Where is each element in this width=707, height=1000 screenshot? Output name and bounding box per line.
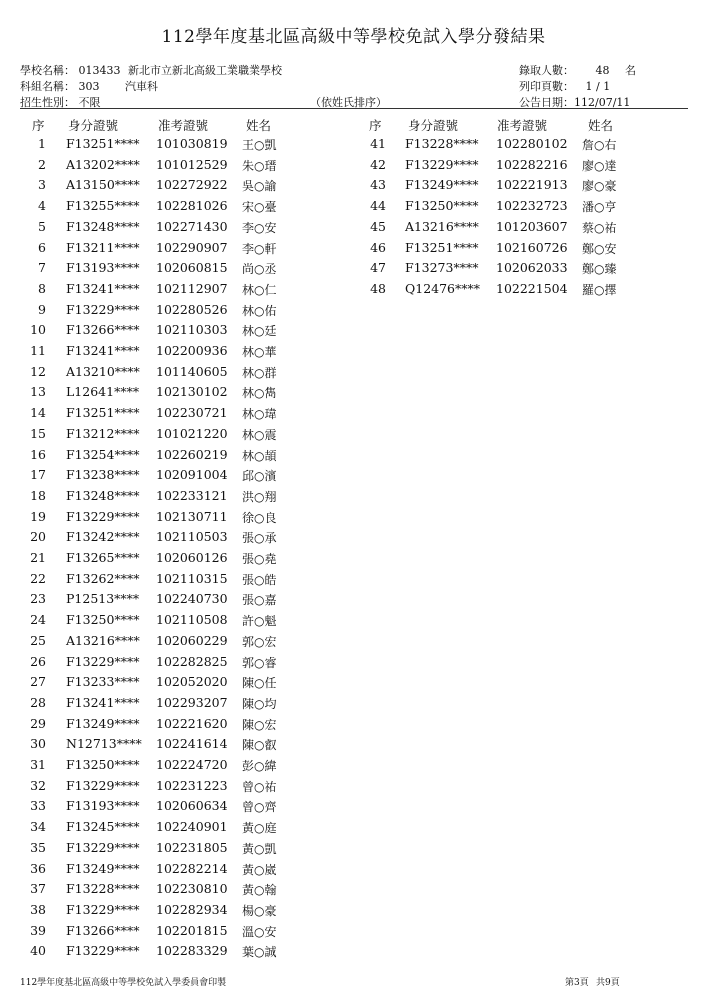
col-header-id-right: 身分證號 [408, 118, 459, 133]
row-seq: 45 [370, 218, 386, 234]
row-seq: 20 [30, 529, 46, 545]
row-id-number: F13229**** [405, 156, 479, 172]
row-exam-number: 102112907 [156, 280, 228, 296]
row-seq: 4 [38, 198, 46, 214]
row-seq: 36 [30, 860, 46, 876]
row-student-name: 邱○濱 [242, 469, 277, 484]
row-student-name: 林○華 [242, 345, 277, 359]
row-seq: 40 [30, 943, 46, 959]
pages-value: 1 / 1 [585, 80, 611, 93]
row-exam-number: 102293207 [156, 694, 228, 710]
row-student-name: 王○凱 [242, 138, 277, 152]
row-seq: 16 [30, 446, 46, 462]
row-exam-number: 102230810 [156, 881, 228, 897]
row-seq: 19 [30, 508, 46, 524]
row-exam-number: 102110508 [156, 612, 228, 628]
row-student-name: 黃○翰 [242, 883, 277, 898]
row-id-number: F13251**** [405, 239, 479, 255]
row-seq: 31 [30, 757, 46, 772]
row-seq: 22 [30, 570, 46, 586]
row-seq: 48 [370, 280, 386, 296]
row-id-number: Q12476**** [405, 280, 481, 296]
row-seq: 32 [30, 777, 46, 793]
row-exam-number: 102091004 [156, 467, 228, 483]
row-seq: 10 [30, 322, 46, 338]
col-header-seq-left: 序 [32, 118, 45, 133]
row-student-name: 溫○安 [242, 924, 277, 939]
row-id-number: F13262**** [66, 570, 140, 586]
row-student-name: 鄭○安 [582, 241, 617, 256]
row-exam-number: 102110315 [156, 570, 228, 586]
row-exam-number: 102130102 [156, 384, 228, 400]
row-seq: 33 [30, 798, 46, 814]
row-id-number: F13242**** [66, 529, 140, 545]
row-exam-number: 101021220 [156, 425, 228, 441]
row-seq: 2 [38, 156, 46, 172]
row-id-number: F13248**** [66, 218, 140, 234]
row-exam-number: 102160726 [496, 239, 568, 255]
row-student-name: 陳○叡 [242, 738, 277, 753]
row-student-name: 郭○睿 [242, 655, 277, 670]
row-seq: 21 [30, 550, 46, 565]
date-value: 112/07/11 [574, 96, 631, 109]
row-exam-number: 102221913 [496, 177, 568, 193]
row-exam-number: 102060126 [156, 550, 228, 565]
row-student-name: 張○嘉 [242, 593, 277, 608]
row-id-number: F13250**** [66, 757, 140, 772]
row-exam-number: 102221504 [496, 280, 568, 296]
row-id-number: A13202**** [66, 156, 140, 172]
row-student-name: 林○佑 [242, 303, 277, 318]
group-info [20, 78, 158, 94]
row-seq: 47 [370, 260, 386, 276]
row-seq: 9 [38, 301, 46, 317]
row-id-number: F13249**** [405, 177, 479, 193]
row-seq: 43 [370, 177, 386, 193]
row-id-number: F13233**** [66, 674, 140, 690]
row-exam-number: 102224720 [156, 757, 228, 772]
row-exam-number: 102283329 [156, 943, 228, 959]
pages-info [519, 78, 610, 94]
row-student-name: 李○軒 [242, 241, 277, 256]
row-exam-number: 102200936 [156, 343, 228, 358]
row-exam-number: 102232723 [496, 198, 568, 214]
col-header-name-left: 姓名 [246, 118, 272, 133]
row-student-name: 郭○宏 [242, 634, 277, 649]
row-seq: 38 [30, 901, 46, 917]
col-header-exam-left: 准考證號 [158, 118, 209, 133]
row-seq: 1 [38, 136, 46, 151]
row-id-number: F13249**** [66, 860, 140, 876]
footer-note: 112學年度基北區高級中等學校免試入學委員會印製 [20, 978, 227, 988]
admitted-count: 48 [595, 64, 610, 77]
gender-label: 招生性別： [20, 96, 75, 109]
row-exam-number: 101203607 [496, 218, 568, 234]
row-seq: 7 [38, 260, 46, 276]
row-student-name: 黃○崴 [242, 862, 277, 877]
row-seq: 30 [30, 736, 46, 752]
gender-value: 不限 [78, 96, 101, 109]
row-id-number: F13241**** [66, 694, 140, 710]
row-exam-number: 102282934 [156, 901, 228, 917]
row-exam-number: 102280102 [496, 136, 568, 151]
row-student-name: 洪○翔 [242, 489, 277, 504]
header-rule [20, 108, 688, 109]
row-seq: 23 [30, 591, 46, 607]
row-id-number: F13211**** [66, 239, 140, 255]
row-student-name: 陳○均 [242, 696, 277, 711]
row-exam-number: 101012529 [156, 156, 228, 172]
row-seq: 25 [30, 632, 46, 648]
row-seq: 29 [30, 715, 46, 731]
row-seq: 42 [370, 156, 386, 172]
row-id-number: L12641**** [66, 384, 140, 400]
row-exam-number: 102282216 [496, 156, 568, 172]
group-label: 科組名稱： [20, 80, 75, 93]
row-id-number: F13228**** [405, 136, 479, 151]
row-student-name: 張○皓 [242, 572, 277, 587]
row-id-number: F13229**** [66, 943, 140, 959]
row-seq: 5 [38, 218, 46, 234]
row-id-number: F13212**** [66, 425, 140, 441]
group-code: 303 [78, 80, 100, 93]
row-id-number: F13229**** [66, 508, 140, 524]
group-name: 汽車科 [125, 80, 158, 93]
row-id-number: F13241**** [66, 280, 140, 296]
row-student-name: 蔡○祐 [582, 220, 617, 235]
footer-total: 共9頁 [596, 978, 620, 988]
row-seq: 24 [30, 612, 46, 628]
page-title: 112學年度基北區高級中等學校免試入學分發結果 [161, 27, 546, 47]
row-id-number: F13265**** [66, 550, 140, 565]
row-id-number: F13251**** [66, 405, 140, 421]
row-exam-number: 102281026 [156, 198, 228, 214]
row-exam-number: 102271430 [156, 218, 228, 234]
row-id-number: F13245**** [66, 819, 140, 835]
row-seq: 28 [30, 694, 46, 710]
row-seq: 15 [30, 425, 46, 441]
row-student-name: 曾○齊 [242, 800, 277, 815]
row-seq: 13 [30, 384, 46, 400]
row-seq: 35 [30, 839, 46, 855]
row-exam-number: 102062033 [496, 260, 568, 276]
admitted-unit: 名 [625, 64, 636, 77]
row-seq: 34 [30, 819, 46, 835]
row-exam-number: 101030819 [156, 136, 228, 151]
row-exam-number: 102240901 [156, 819, 228, 835]
row-exam-number: 102052020 [156, 674, 228, 690]
row-id-number: F13193**** [66, 798, 140, 814]
row-id-number: N12713**** [66, 736, 142, 752]
sort-note: （依姓氏排序） [310, 96, 387, 109]
row-id-number: F13238**** [66, 467, 140, 483]
row-exam-number: 102231805 [156, 839, 228, 855]
row-exam-number: 102290907 [156, 239, 228, 255]
row-id-number: F13266**** [66, 322, 140, 338]
row-exam-number: 102282825 [156, 653, 228, 669]
row-student-name: 林○仁 [242, 282, 277, 297]
row-student-name: 尚○丞 [242, 262, 277, 277]
row-seq: 18 [30, 487, 46, 503]
row-id-number: F13229**** [66, 777, 140, 793]
row-id-number: F13229**** [66, 653, 140, 669]
row-exam-number: 102280526 [156, 301, 228, 317]
row-exam-number: 102221620 [156, 715, 228, 731]
row-student-name: 陳○宏 [242, 717, 277, 732]
row-exam-number: 102260219 [156, 446, 228, 462]
row-student-name: 黃○庭 [242, 821, 277, 836]
row-student-name: 林○震 [242, 427, 277, 442]
row-seq: 41 [370, 136, 386, 151]
row-id-number: F13229**** [66, 301, 140, 317]
row-student-name: 黃○凱 [242, 841, 277, 856]
row-id-number: A13210**** [66, 363, 140, 379]
row-exam-number: 102230721 [156, 405, 228, 421]
row-exam-number: 102231223 [156, 777, 228, 793]
row-seq: 17 [30, 467, 46, 483]
row-exam-number: 102110503 [156, 529, 228, 545]
row-id-number: F13266**** [66, 922, 140, 938]
row-seq: 6 [38, 239, 46, 255]
row-exam-number: 101140605 [156, 363, 228, 379]
row-seq: 11 [30, 343, 46, 358]
row-student-name: 陳○任 [242, 676, 277, 691]
row-seq: 26 [30, 653, 46, 669]
row-exam-number: 102282214 [156, 860, 228, 876]
col-header-name-right: 姓名 [588, 118, 614, 133]
row-exam-number: 102060229 [156, 632, 228, 648]
row-student-name: 宋○臺 [242, 200, 277, 215]
row-student-name: 張○承 [242, 531, 277, 546]
row-student-name: 彭○緯 [242, 759, 277, 773]
row-exam-number: 102130711 [156, 508, 228, 524]
row-id-number: F13229**** [66, 901, 140, 917]
row-exam-number: 102233121 [156, 487, 228, 503]
row-id-number: A13216**** [66, 632, 140, 648]
row-student-name: 許○魁 [242, 614, 277, 629]
row-student-name: 曾○祐 [242, 779, 277, 794]
row-id-number: F13229**** [66, 839, 140, 855]
row-seq: 39 [30, 922, 46, 938]
row-id-number: F13273**** [405, 260, 479, 276]
row-id-number: F13241**** [66, 343, 140, 358]
row-student-name: 林○頡 [242, 448, 277, 463]
row-exam-number: 102110303 [156, 322, 228, 338]
row-id-number: F13250**** [405, 198, 479, 214]
row-student-name: 廖○達 [582, 158, 617, 173]
row-id-number: A13150**** [66, 177, 140, 193]
row-student-name: 楊○豪 [242, 903, 277, 918]
row-id-number: F13249**** [66, 715, 140, 731]
school-name: 新北市立新北高級工業職業學校 [128, 64, 282, 77]
row-exam-number: 102272922 [156, 177, 228, 193]
school-code: 013433 [78, 64, 121, 77]
row-student-name: 潘○亨 [582, 200, 617, 215]
row-exam-number: 102060634 [156, 798, 228, 814]
row-seq: 8 [38, 280, 46, 296]
row-student-name: 林○群 [242, 365, 277, 380]
row-id-number: F13251**** [66, 136, 140, 151]
school-info [20, 62, 282, 78]
row-student-name: 鄭○臻 [582, 262, 617, 277]
row-student-name: 羅○擇 [582, 282, 617, 297]
row-student-name: 詹○右 [582, 138, 617, 152]
row-seq: 12 [30, 363, 46, 379]
row-exam-number: 102201815 [156, 922, 228, 938]
row-student-name: 吳○諭 [242, 179, 277, 194]
col-header-exam-right: 准考證號 [497, 118, 548, 133]
row-seq: 3 [38, 177, 46, 193]
admitted-info [519, 62, 636, 78]
row-student-name: 林○廷 [242, 324, 277, 339]
row-id-number: F13228**** [66, 881, 140, 897]
row-seq: 14 [30, 405, 46, 421]
row-seq: 27 [30, 674, 46, 690]
row-seq: 46 [370, 239, 386, 255]
pages-label: 列印頁數： [519, 80, 574, 93]
col-header-seq-right: 序 [369, 118, 382, 133]
row-student-name: 葉○誠 [242, 945, 277, 960]
row-exam-number: 102060815 [156, 260, 228, 276]
row-id-number: P12513**** [66, 591, 140, 607]
row-student-name: 林○瑋 [242, 407, 277, 422]
row-exam-number: 102240730 [156, 591, 228, 607]
row-seq: 37 [30, 881, 46, 897]
admitted-label: 錄取人數： [519, 64, 574, 77]
row-student-name: 林○雋 [242, 386, 277, 401]
row-id-number: F13248**** [66, 487, 140, 503]
row-student-name: 廖○豪 [582, 179, 617, 194]
row-id-number: F13255**** [66, 198, 140, 214]
row-exam-number: 102241614 [156, 736, 228, 752]
row-student-name: 張○堯 [242, 552, 277, 566]
footer-page: 第3頁 [565, 978, 589, 988]
row-id-number: A13216**** [405, 218, 479, 234]
school-label: 學校名稱： [20, 64, 75, 77]
row-student-name: 徐○良 [242, 510, 277, 525]
row-id-number: F13250**** [66, 612, 140, 628]
col-header-id-left: 身分證號 [68, 118, 119, 133]
row-seq: 44 [370, 198, 386, 214]
row-student-name: 李○安 [242, 220, 277, 235]
date-label: 公告日期： [519, 96, 574, 109]
row-student-name: 朱○瑨 [242, 158, 277, 173]
row-id-number: F13254**** [66, 446, 140, 462]
row-id-number: F13193**** [66, 260, 140, 276]
